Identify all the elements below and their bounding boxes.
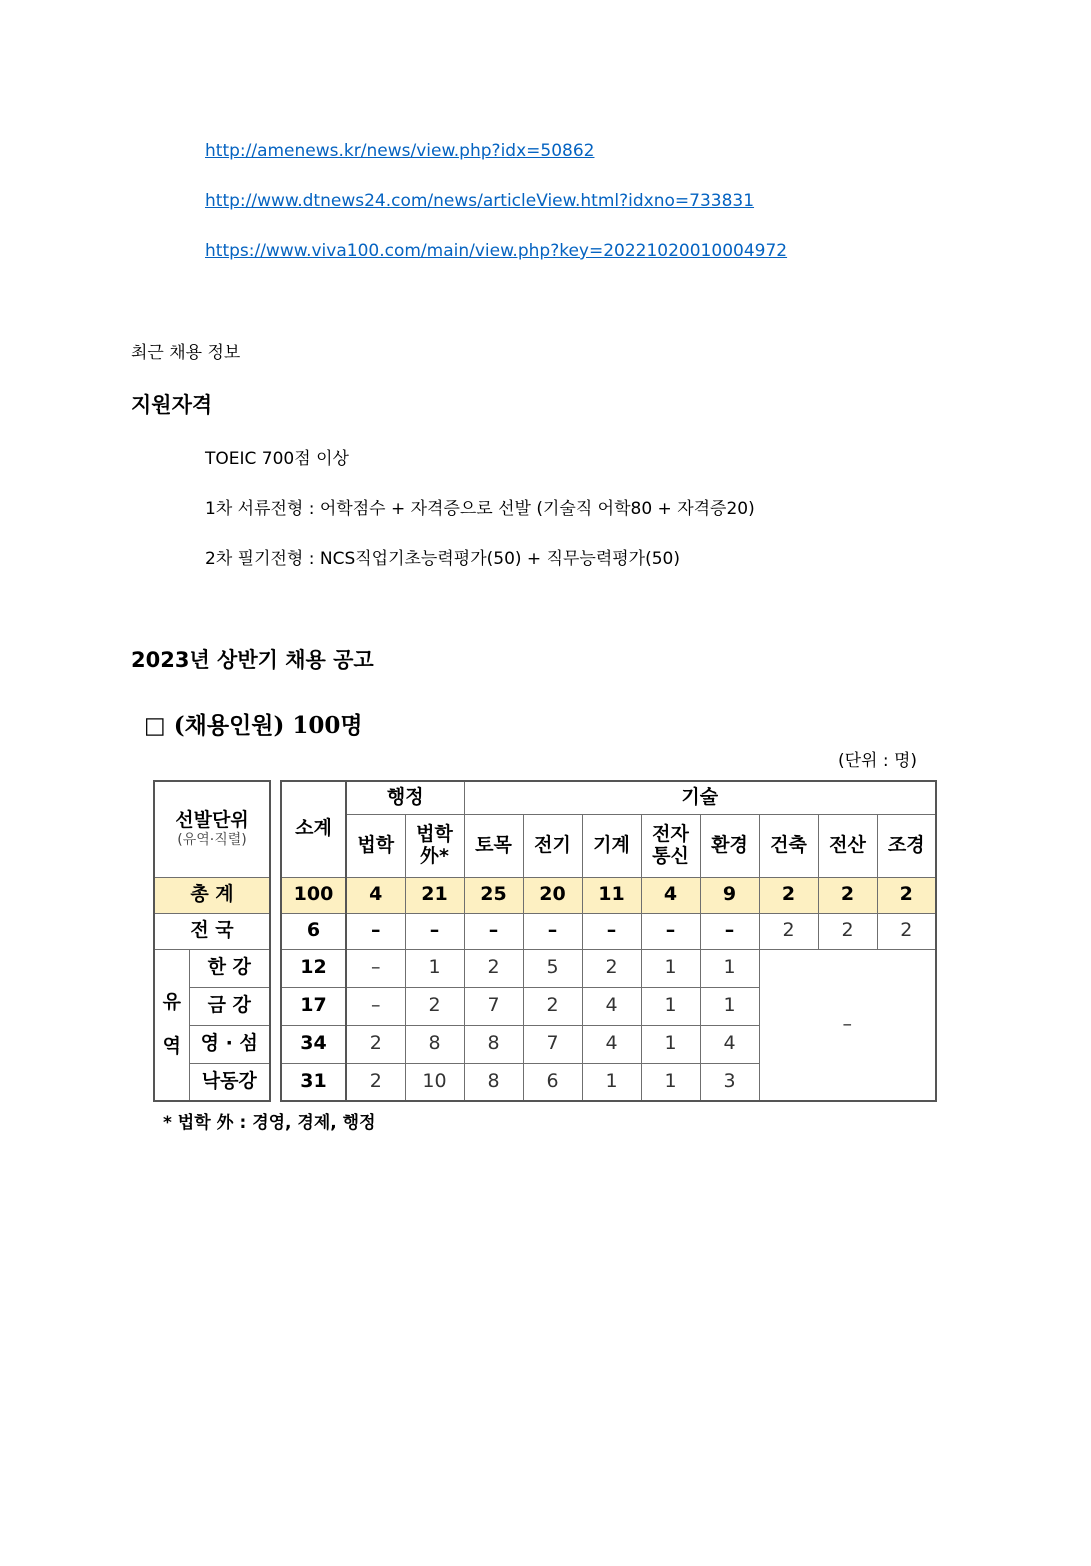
region-label: 한 강	[189, 949, 270, 987]
unit-header: 선발단위	[175, 809, 249, 832]
column-header-line: 전자	[652, 822, 689, 845]
region-value: 8	[464, 1025, 523, 1063]
national-value: –	[464, 913, 523, 949]
region-value: 2	[346, 1025, 405, 1063]
region-label: 금 강	[189, 987, 270, 1025]
total-value: 21	[405, 877, 464, 913]
region-value: 4	[582, 987, 641, 1025]
gap-cell	[270, 1025, 281, 1063]
region-group-char: 역	[162, 1034, 181, 1057]
column-header-line: 기계	[593, 833, 630, 856]
article-link-2[interactable]: http://www.dtnews24.com/news/articleView.html?idxno=733831	[205, 191, 755, 211]
gap-cell	[270, 987, 281, 1025]
subtotal-header: 소계	[281, 781, 346, 877]
column-header-line: 법학	[357, 833, 395, 856]
column-header	[464, 814, 523, 877]
qualification-line-2: 1차 서류전형 : 어학점수 + 자격증으로 선발 (기술직 어학80 + 자격증20)	[205, 499, 755, 519]
region-value: 4	[700, 1025, 759, 1063]
total-value: 11	[582, 877, 641, 913]
region-group-label	[154, 949, 189, 1101]
region-value: 6	[523, 1063, 582, 1101]
region-value: 1	[641, 1025, 700, 1063]
national-label: 전 국	[154, 913, 270, 949]
footnote: * 법학 外 : 경영, 경제, 행정	[163, 1113, 376, 1133]
total-value: 4	[346, 877, 405, 913]
national-value: 2	[877, 913, 936, 949]
gap-cell	[270, 781, 281, 877]
column-header-line: 전기	[534, 833, 571, 856]
article-link-1[interactable]: http://amenews.kr/news/view.php?idx=50862	[205, 141, 595, 161]
column-header	[818, 814, 877, 877]
column-header	[700, 814, 759, 877]
total-value: 9	[700, 877, 759, 913]
column-header-line: 外*	[420, 844, 449, 867]
total-value: 4	[641, 877, 700, 913]
total-value: 20	[523, 877, 582, 913]
column-header	[641, 814, 700, 877]
region-value: 7	[464, 987, 523, 1025]
recruit-table	[153, 780, 937, 1102]
region-value: 2	[582, 949, 641, 987]
national-value: –	[523, 913, 582, 949]
group-admin-header: 행정	[346, 781, 464, 814]
region-subtotal: 12	[281, 949, 346, 987]
region-value: 1	[700, 987, 759, 1025]
gap-cell	[270, 913, 281, 949]
gap-cell	[270, 1063, 281, 1101]
column-header-line: 건축	[770, 833, 807, 856]
region-value: 1	[641, 987, 700, 1025]
region-label: 낙동강	[189, 1063, 270, 1101]
total-value: 2	[759, 877, 818, 913]
column-header-line: 법학	[416, 822, 453, 845]
region-value: 2	[523, 987, 582, 1025]
gap-cell	[270, 877, 281, 913]
region-value: 8	[464, 1063, 523, 1101]
qualification-line-1: TOEIC 700점 이상	[205, 449, 349, 469]
total-value: 25	[464, 877, 523, 913]
region-merged-value: –	[759, 949, 936, 1101]
column-header	[346, 814, 405, 877]
total-label: 총 계	[154, 877, 270, 913]
region-value: –	[346, 987, 405, 1025]
column-header	[523, 814, 582, 877]
announcement-heading: 2023년 상반기 채용 공고	[131, 648, 374, 672]
region-value: 1	[641, 1063, 700, 1101]
total-value: 2	[818, 877, 877, 913]
unit-header-cell	[154, 781, 270, 877]
national-value: –	[641, 913, 700, 949]
region-value: 7	[523, 1025, 582, 1063]
national-value: –	[405, 913, 464, 949]
unit-label: (단위 : 명)	[838, 751, 918, 771]
region-value: 1	[405, 949, 464, 987]
region-value: 10	[405, 1063, 464, 1101]
checkbox-square-icon: □	[144, 713, 166, 739]
region-value: 1	[641, 949, 700, 987]
recruit-count-text: (채용인원) 100명	[173, 712, 363, 739]
column-header	[877, 814, 936, 877]
region-value: 1	[582, 1063, 641, 1101]
region-value: 2	[346, 1063, 405, 1101]
region-value: –	[346, 949, 405, 987]
region-label: 영 · 섬	[189, 1025, 270, 1063]
national-subtotal: 6	[281, 913, 346, 949]
column-header-line: 전산	[829, 833, 866, 856]
column-header	[759, 814, 818, 877]
recent-info-label: 최근 채용 정보	[131, 343, 241, 363]
national-value: 2	[818, 913, 877, 949]
national-value: 2	[759, 913, 818, 949]
national-value: –	[700, 913, 759, 949]
column-header-line: 통신	[652, 844, 689, 867]
column-header-line: 조경	[887, 833, 925, 856]
total-subtotal: 100	[281, 877, 346, 913]
national-value: –	[582, 913, 641, 949]
qualification-heading: 지원자격	[131, 393, 213, 417]
region-value: 4	[582, 1025, 641, 1063]
column-header	[405, 814, 464, 877]
region-subtotal: 31	[281, 1063, 346, 1101]
recruit-count-title	[144, 707, 363, 740]
column-header-line: 토목	[475, 833, 512, 856]
total-value: 2	[877, 877, 936, 913]
region-value: 8	[405, 1025, 464, 1063]
region-value: 5	[523, 949, 582, 987]
region-value: 2	[405, 987, 464, 1025]
region-value: 1	[700, 949, 759, 987]
article-link-3[interactable]: https://www.viva100.com/main/view.php?key=20221020010004972	[205, 241, 788, 261]
national-value: –	[346, 913, 405, 949]
region-subtotal: 17	[281, 987, 346, 1025]
region-value: 2	[464, 949, 523, 987]
region-subtotal: 34	[281, 1025, 346, 1063]
gap-cell	[270, 949, 281, 987]
column-header-line: 환경	[711, 833, 748, 856]
qualification-line-3: 2차 필기전형 : NCS직업기초능력평가(50) + 직무능력평가(50)	[205, 549, 680, 569]
unit-subheader: (유역·직렬)	[177, 832, 247, 849]
region-value: 3	[700, 1063, 759, 1101]
region-group-char: 유	[162, 990, 181, 1013]
group-tech-header: 기술	[464, 781, 936, 814]
column-header	[582, 814, 641, 877]
